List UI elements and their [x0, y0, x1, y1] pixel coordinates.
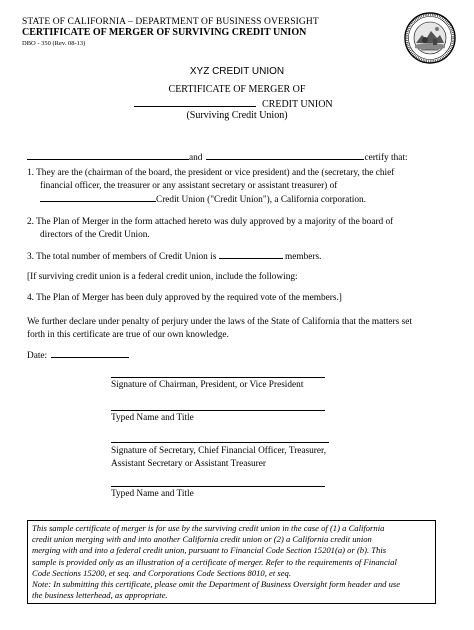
name-title-1-label: Typed Name and Title [111, 413, 194, 423]
item-2 [27, 216, 457, 241]
note-line-1: This sample certificate of merger is for use by the surviving credit union in the case of (1) a California [32, 523, 385, 533]
name-title-1-line[interactable] [111, 410, 325, 411]
note-line-3: merging with and into a federal credit union, pursuant to Financial Code Section 15201(a) or (b). This [32, 545, 387, 556]
item-2-line-1: 2. The Plan of Merger in the form attached hereto was duly approved by a majority of the board of [27, 217, 394, 227]
item-4: 4. The Plan of Merger has been duly approved by the required vote of the members.] [27, 293, 342, 303]
item-2-line-2: directors of the Credit Union. [40, 229, 150, 240]
form-number: DBO - 350 (Rev. 08-13) [22, 40, 86, 47]
date-line [27, 348, 129, 363]
note-line-6: Note: In submitting this certificate, please omit the Department of Business Oversight form header and use [32, 579, 401, 590]
date-blank[interactable] [51, 348, 129, 358]
signature-2-line[interactable] [111, 442, 329, 443]
signature-1-line[interactable] [111, 377, 325, 378]
form-title: CERTIFICATE OF MERGER OF SURVIVING CREDIT UNION [22, 27, 307, 38]
note-line-7: the business letterhead, as appropriate. [32, 590, 168, 601]
signature-2-label-line-1: Signature of Secretary, Chief Financial Officer, Treasurer, [111, 446, 327, 456]
certify-that-text: certify that: [364, 153, 408, 163]
officer1-name-blank[interactable] [27, 150, 189, 160]
signature-2-label [111, 445, 326, 470]
item-1-line-3: Credit Union ("Credit Union"), a California corporation. [156, 195, 367, 206]
declaration-line-1: We further declare under penalty of perjury under the laws of the State of California that the matters set [27, 317, 412, 327]
item-3 [27, 249, 457, 264]
certify-line [27, 150, 447, 165]
item-1-line-1: 1. They are the (chairman of the board, the president or vice president) and the (secretary, the chief [27, 168, 395, 178]
credit-union-name-blank-2[interactable] [40, 192, 156, 202]
credit-union-name: XYZ CREDIT UNION [189, 66, 285, 77]
officer2-name-blank[interactable] [206, 150, 364, 160]
item-1 [27, 167, 457, 207]
department-header: STATE OF CALIFORNIA – DEPARTMENT OF BUSINESS OVERSIGHT [22, 17, 319, 27]
name-title-2-line[interactable] [111, 486, 325, 487]
and-text: and [189, 153, 203, 163]
instructions-note-box [27, 520, 436, 604]
declaration [27, 316, 457, 341]
date-label: Date: [27, 351, 48, 361]
item-3-suffix: members. [285, 252, 322, 262]
member-count-blank[interactable] [219, 249, 283, 259]
signature-1-label: Signature of Chairman, President, or Vice President [111, 380, 304, 390]
surviving-credit-union-caption: (Surviving Credit Union) [186, 110, 288, 121]
note-line-2: credit union merging with and into another California credit union or (2) a California credit union [32, 534, 372, 545]
note-line-4: sample is provided only as an illustration of a certificate of merger. Refer to the requirements of Financial [32, 556, 397, 567]
certificate-heading: CERTIFICATE OF MERGER OF [168, 84, 306, 95]
note-line-5: Code Sections 15200, et seq. and Corporations Code Sections 8010, et seq. [32, 567, 291, 578]
credit-union-suffix: CREDIT UNION [262, 99, 333, 110]
signature-2-label-line-2: Assistant Secretary or Assistant Treasurer [111, 458, 266, 469]
name-title-2-label: Typed Name and Title [111, 489, 194, 499]
item-3-prefix: 3. The total number of members of Credit Union is [27, 252, 217, 262]
federal-credit-union-note: [If surviving credit union is a federal credit union, include the following: [27, 272, 298, 282]
credit-union-name-blank[interactable] [134, 97, 256, 107]
california-state-seal-icon [404, 12, 456, 64]
declaration-line-2: forth in this certificate are true of our own knowledge. [27, 329, 229, 340]
item-1-line-2: financial officer, the treasurer or any assistant secretary or assistant treasurer) of [40, 180, 338, 191]
credit-union-name-line [134, 97, 333, 110]
